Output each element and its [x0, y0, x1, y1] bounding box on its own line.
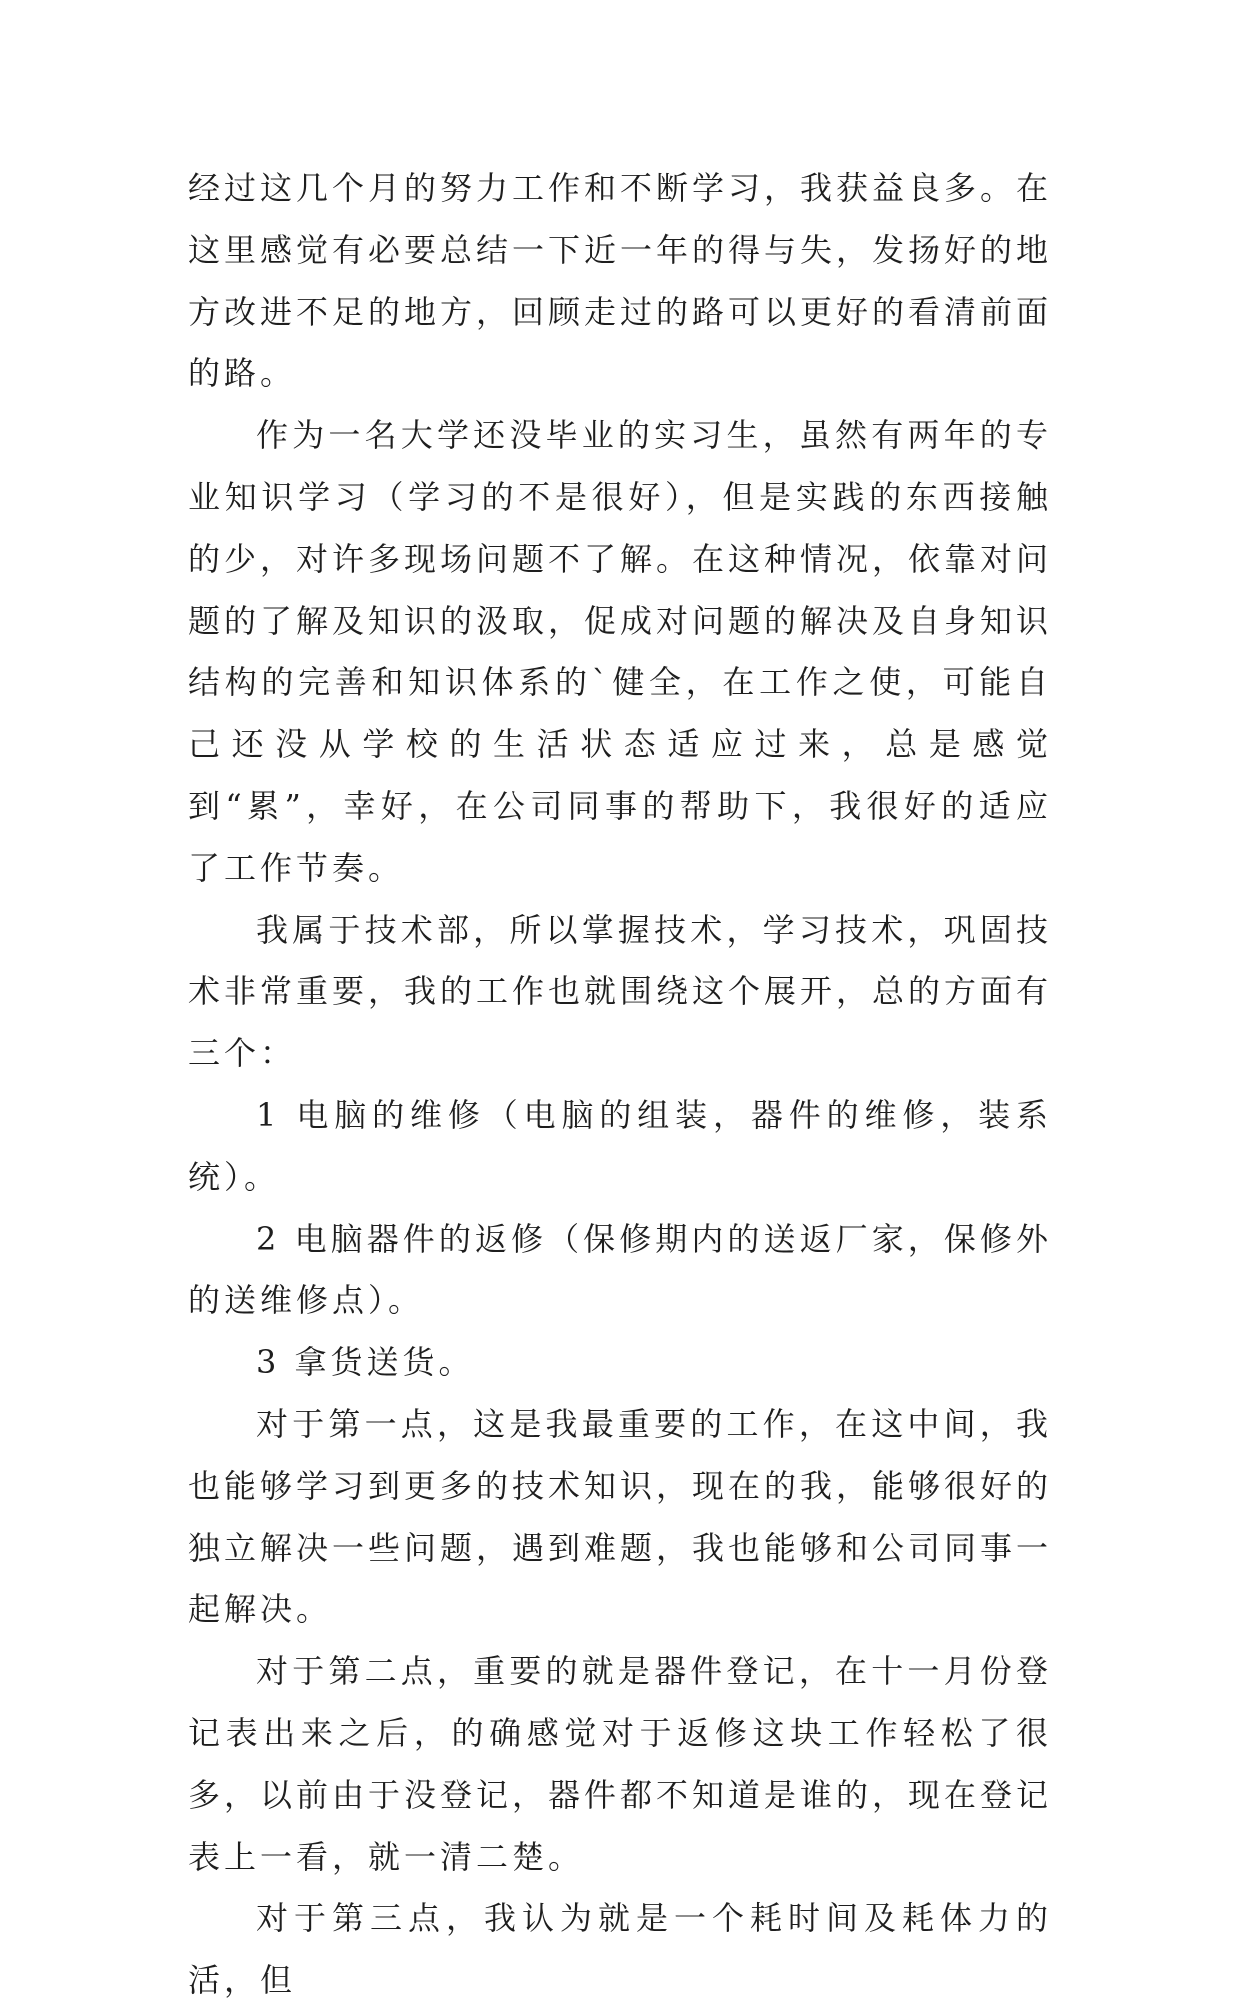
paragraph-2: 作为一名大学还没毕业的实习生，虽然有两年的专业知识学习（学习的不是很好），但是实践的东西接触的少，对许多现场问题不了解。在这种情况，依靠对问题的了解及知识的汲取，促成对问题的解决及自身知识结构的完善和知识体系的`健全，在工作之使，可能自己还没从学校的生活状态适应过来，总是感觉到“累”，幸好，在公司同事的帮助下，我很好的适应了工作节奏。 — [188, 416, 1053, 887]
paragraph-5: 对于第二点，重要的就是器件登记，在十一月份登记表出来之后，的确感觉对于返修这块工作轻松了很多，以前由于没登记，器件都不知道是谁的，现在登记表上一看，就一清二楚。 — [188, 1652, 1053, 1876]
paragraph-6: 对于第三点，我认为就是一个耗时间及耗体力的活，但 — [188, 1899, 1052, 2000]
paragraph-4: 对于第一点，这是我最重要的工作，在这中间，我也能够学习到更多的技术知识，现在的我，能够很好的独立解决一些问题，遇到难题，我也能够和公司同事一起解决。 — [188, 1404, 1053, 1629]
list-item-1: 1 电脑的维修（电脑的组装，器件的维修，装系统）。 — [188, 1095, 1052, 1196]
list-item-2: 2 电脑器件的返修（保修期内的送返厂家，保修外的送维修点）。 — [188, 1219, 1052, 1320]
paragraph-1: 经过这几个月的努力工作和不断学习，我获益良多。在这里感觉有必要总结一下近一年的得与失，发扬好的地方改进不足的地方，回顾走过的路可以更好的看清前面的路。 — [188, 169, 1053, 393]
document-page — [188, 158, 1052, 2012]
paragraph-3: 我属于技术部，所以掌握技术，学习技术，巩固技术非常重要，我的工作也就围绕这个展开，总的方面有三个： — [188, 910, 1053, 1073]
list-item-3: 3 拿货送货。 — [256, 1343, 475, 1382]
